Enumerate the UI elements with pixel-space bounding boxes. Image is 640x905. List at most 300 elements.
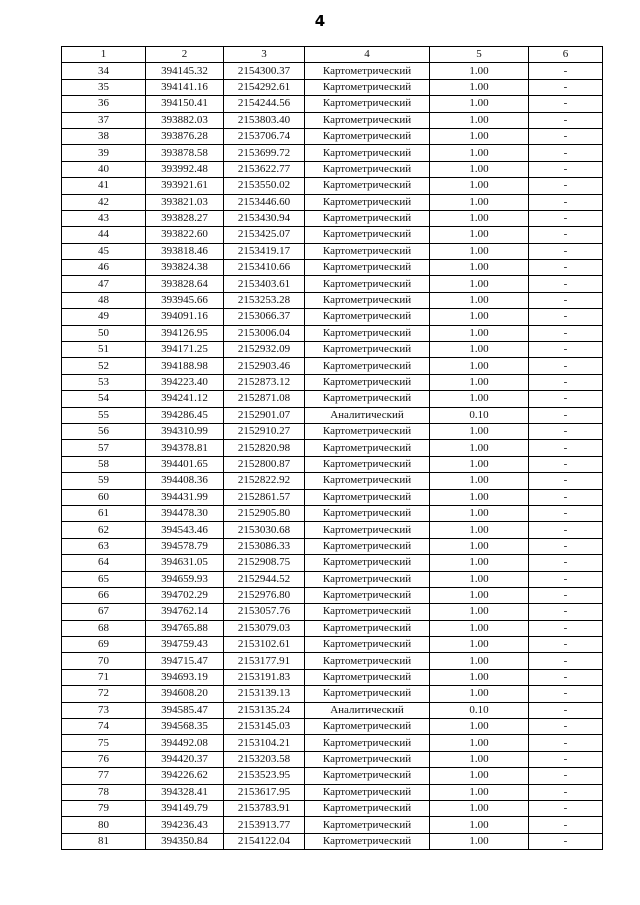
table-cell: 0.10 [430,407,529,423]
table-cell: 45 [62,243,146,259]
table-cell: 1.00 [430,571,529,587]
table-cell: - [529,735,603,751]
table-cell: 394568.35 [146,719,224,735]
table-cell: 65 [62,571,146,587]
table-cell: 44 [62,227,146,243]
table-cell: 2153253.28 [224,292,305,308]
table-cell: 1.00 [430,260,529,276]
table-row [62,243,603,259]
table-cell: - [529,292,603,308]
table-row [62,407,603,423]
table-cell: 394378.81 [146,440,224,456]
table-cell: 2153446.60 [224,194,305,210]
table-cell: Картометрический [305,260,430,276]
table-cell: Картометрический [305,358,430,374]
table-cell: 393828.64 [146,276,224,292]
table-cell: - [529,374,603,390]
table-cell: - [529,751,603,767]
table-row [62,719,603,735]
table-cell: 2152908.75 [224,555,305,571]
table-cell: - [529,522,603,538]
table-row [62,522,603,538]
table-cell: 2153135.24 [224,702,305,718]
table-cell: 1.00 [430,456,529,472]
table-cell: 2154300.37 [224,63,305,79]
table-cell: - [529,276,603,292]
table-cell: - [529,227,603,243]
table-cell: 2153006.04 [224,325,305,341]
table-cell: 74 [62,719,146,735]
table-cell: 1.00 [430,440,529,456]
table-cell: - [529,423,603,439]
table-cell: 80 [62,817,146,833]
table-cell: Картометрический [305,391,430,407]
table-row [62,735,603,751]
table-body [62,63,603,850]
table-row [62,702,603,718]
table-cell: 72 [62,686,146,702]
table-row [62,653,603,669]
table-cell: 76 [62,751,146,767]
table-cell: 64 [62,555,146,571]
table-cell: Картометрический [305,669,430,685]
table-row [62,833,603,849]
table-cell: 2152901.07 [224,407,305,423]
table-cell: 2152873.12 [224,374,305,390]
table-cell: 46 [62,260,146,276]
table-cell: 1.00 [430,686,529,702]
table-cell: 71 [62,669,146,685]
table-cell: 2153191.83 [224,669,305,685]
table-cell: - [529,653,603,669]
table-cell: - [529,555,603,571]
table-cell: 48 [62,292,146,308]
table-cell: Картометрический [305,768,430,784]
table-cell: 2153145.03 [224,719,305,735]
table-cell: 2152861.57 [224,489,305,505]
table-cell: Картометрический [305,342,430,358]
table-row [62,374,603,390]
table-cell: 1.00 [430,669,529,685]
table-cell: 1.00 [430,309,529,325]
table-cell: - [529,620,603,636]
table-cell: - [529,505,603,521]
table-cell: - [529,178,603,194]
table-cell: 1.00 [430,735,529,751]
table-cell: 1.00 [430,751,529,767]
table-cell: Картометрический [305,522,430,538]
table-cell: Картометрический [305,145,430,161]
table-cell: 394431.99 [146,489,224,505]
table-cell: - [529,342,603,358]
table-cell: 1.00 [430,276,529,292]
table-cell: 1.00 [430,210,529,226]
table-cell: 1.00 [430,145,529,161]
table-cell: 2152871.08 [224,391,305,407]
table-cell: 41 [62,178,146,194]
table-cell: 55 [62,407,146,423]
column-header: 4 [305,47,430,63]
table-row [62,587,603,603]
table-cell: - [529,637,603,653]
table-cell: 394631.05 [146,555,224,571]
table-cell: 394408.36 [146,473,224,489]
table-row [62,440,603,456]
table-cell: - [529,604,603,620]
table-cell: - [529,63,603,79]
table-row [62,423,603,439]
table-cell: - [529,128,603,144]
table-cell: 1.00 [430,505,529,521]
table-cell: 2153086.33 [224,538,305,554]
table-cell: 394149.79 [146,800,224,816]
table-cell: - [529,145,603,161]
table-cell: 394759.43 [146,637,224,653]
table-cell: Картометрический [305,440,430,456]
table-cell: Картометрический [305,96,430,112]
table-cell: 1.00 [430,292,529,308]
table-cell: 35 [62,79,146,95]
table-cell: Картометрический [305,653,430,669]
table-cell: 1.00 [430,489,529,505]
page-number: 4 [314,12,326,30]
table-cell: 1.00 [430,194,529,210]
table-cell: 34 [62,63,146,79]
table-cell: 2153410.66 [224,260,305,276]
table-cell: 1.00 [430,637,529,653]
table-cell: Картометрический [305,817,430,833]
table-cell: 394578.79 [146,538,224,554]
table-cell: - [529,833,603,849]
table-cell: Картометрический [305,128,430,144]
table-row [62,686,603,702]
table-row [62,79,603,95]
table-cell: 394585.47 [146,702,224,718]
table-cell: 2152820.98 [224,440,305,456]
table-cell: Картометрический [305,473,430,489]
table-cell: 1.00 [430,555,529,571]
table-cell: 61 [62,505,146,521]
column-header: 3 [224,47,305,63]
table-cell: 2153430.94 [224,210,305,226]
table-cell: 394286.45 [146,407,224,423]
table-cell: 393828.27 [146,210,224,226]
table-cell: 394350.84 [146,833,224,849]
table-cell: 57 [62,440,146,456]
table-cell: 58 [62,456,146,472]
table-cell: 52 [62,358,146,374]
table-row [62,571,603,587]
table-cell: 1.00 [430,243,529,259]
table-cell: 1.00 [430,800,529,816]
table-cell: 2152800.87 [224,456,305,472]
table-row [62,538,603,554]
table-cell: 2153079.03 [224,620,305,636]
table-cell: 394241.12 [146,391,224,407]
table-cell: 394420.37 [146,751,224,767]
table-cell: 1.00 [430,604,529,620]
table-cell: Картометрический [305,210,430,226]
table-cell: 1.00 [430,522,529,538]
table-cell: - [529,817,603,833]
table-cell: Картометрический [305,686,430,702]
column-header: 5 [430,47,529,63]
table-cell: 1.00 [430,538,529,554]
table-row [62,260,603,276]
table-cell: 394150.41 [146,96,224,112]
table-cell: 394478.30 [146,505,224,521]
table-cell: - [529,325,603,341]
table-cell: - [529,538,603,554]
table-cell: 393945.66 [146,292,224,308]
table-cell: 2153203.58 [224,751,305,767]
table-cell: 393824.38 [146,260,224,276]
table-cell: Картометрический [305,325,430,341]
table-cell: 1.00 [430,161,529,177]
table-cell: 393818.46 [146,243,224,259]
table-row [62,194,603,210]
table-cell: 394492.08 [146,735,224,751]
table-cell: 66 [62,587,146,603]
table-cell: Картометрический [305,587,430,603]
table-cell: - [529,489,603,505]
coordinates-table [61,46,603,850]
table-row [62,178,603,194]
table-cell: 2153177.91 [224,653,305,669]
table-cell: 1.00 [430,423,529,439]
table-row [62,325,603,341]
table-cell: Картометрический [305,178,430,194]
table-cell: 1.00 [430,342,529,358]
table-cell: 1.00 [430,817,529,833]
table-cell: 2153104.21 [224,735,305,751]
table-cell: Картометрический [305,79,430,95]
table-cell: 393822.60 [146,227,224,243]
table-row [62,456,603,472]
table-cell: - [529,686,603,702]
table-cell: - [529,719,603,735]
table-cell: 51 [62,342,146,358]
table-cell: 1.00 [430,784,529,800]
table-row [62,505,603,521]
table-row [62,817,603,833]
table-cell: 2153913.77 [224,817,305,833]
table-cell: 47 [62,276,146,292]
table-cell: 2154122.04 [224,833,305,849]
table-row [62,620,603,636]
table-cell: 2152822.92 [224,473,305,489]
table-cell: Картометрический [305,833,430,849]
table-cell: - [529,473,603,489]
table-cell: 69 [62,637,146,653]
table-cell: 1.00 [430,227,529,243]
table-row [62,768,603,784]
table-row [62,309,603,325]
table-cell: 2153102.61 [224,637,305,653]
table-cell: Картометрический [305,719,430,735]
table-cell: Картометрический [305,243,430,259]
table-cell: 394091.16 [146,309,224,325]
table-cell: - [529,161,603,177]
table-cell: - [529,391,603,407]
table-cell: - [529,800,603,816]
table-cell: 394188.98 [146,358,224,374]
table-cell: 1.00 [430,112,529,128]
table-cell: 1.00 [430,325,529,341]
table-cell: Картометрический [305,571,430,587]
table-cell: 2153403.61 [224,276,305,292]
table-cell: 56 [62,423,146,439]
table-cell: Картометрический [305,604,430,620]
table-cell: 394171.25 [146,342,224,358]
table-row [62,292,603,308]
table-cell: 81 [62,833,146,849]
table-cell: Картометрический [305,620,430,636]
table-cell: - [529,784,603,800]
table-cell: 2152903.46 [224,358,305,374]
table-cell: - [529,669,603,685]
table-cell: Картометрический [305,505,430,521]
table-row [62,210,603,226]
table-cell: 393882.03 [146,112,224,128]
table-cell: 394693.19 [146,669,224,685]
table-cell: - [529,456,603,472]
table-row [62,63,603,79]
table-cell: 394310.99 [146,423,224,439]
table-cell: 40 [62,161,146,177]
table-cell: 78 [62,784,146,800]
table-row [62,489,603,505]
table-cell: 1.00 [430,358,529,374]
table-cell: 394702.29 [146,587,224,603]
table-cell: 394543.46 [146,522,224,538]
table-row [62,358,603,374]
table-cell: 394765.88 [146,620,224,636]
table-cell: 77 [62,768,146,784]
table-cell: - [529,243,603,259]
table-cell: Картометрический [305,800,430,816]
table-cell: 2153622.77 [224,161,305,177]
table-cell: 2153419.17 [224,243,305,259]
table-cell: 393992.48 [146,161,224,177]
table-row [62,128,603,144]
table-cell: 2152910.27 [224,423,305,439]
table-cell: 75 [62,735,146,751]
table-cell: 1.00 [430,374,529,390]
table-cell: - [529,309,603,325]
table-cell: Картометрический [305,637,430,653]
table-cell: 2153706.74 [224,128,305,144]
table-header-row [62,47,603,63]
table-cell: 394328.41 [146,784,224,800]
table-cell: 394401.65 [146,456,224,472]
table-cell: Картометрический [305,63,430,79]
table-cell: 2152944.52 [224,571,305,587]
table-cell: 1.00 [430,178,529,194]
table-row [62,276,603,292]
table-cell: 2153803.40 [224,112,305,128]
table-cell: 394126.95 [146,325,224,341]
table-cell: - [529,112,603,128]
table-cell: 1.00 [430,79,529,95]
table-cell: 36 [62,96,146,112]
table-cell: 1.00 [430,473,529,489]
table-cell: 1.00 [430,96,529,112]
table-cell: 2153550.02 [224,178,305,194]
table-row [62,391,603,407]
table-cell: 1.00 [430,63,529,79]
table-cell: 1.00 [430,768,529,784]
table-row [62,555,603,571]
table-cell: 393876.28 [146,128,224,144]
table-cell: Аналитический [305,407,430,423]
table-cell: 1.00 [430,128,529,144]
table-cell: 394145.32 [146,63,224,79]
table-cell: 37 [62,112,146,128]
table-row [62,473,603,489]
table-cell: 1.00 [430,620,529,636]
table-cell: Картометрический [305,309,430,325]
table-cell: Картометрический [305,456,430,472]
table-cell: Картометрический [305,489,430,505]
table-cell: 49 [62,309,146,325]
table-cell: Картометрический [305,555,430,571]
column-header: 1 [62,47,146,63]
table-row [62,784,603,800]
table-cell: 394715.47 [146,653,224,669]
table-cell: 2154244.56 [224,96,305,112]
table-cell: - [529,358,603,374]
table-cell: 70 [62,653,146,669]
column-header: 6 [529,47,603,63]
table-cell: 394608.20 [146,686,224,702]
table-row [62,669,603,685]
table-cell: 60 [62,489,146,505]
table-cell: 394141.16 [146,79,224,95]
table-cell: 1.00 [430,719,529,735]
table-cell: 54 [62,391,146,407]
table-cell: 2153425.07 [224,227,305,243]
table-cell: 2153139.13 [224,686,305,702]
table-cell: 2152905.80 [224,505,305,521]
table-row [62,161,603,177]
table-cell: 50 [62,325,146,341]
table-cell: 394236.43 [146,817,224,833]
table-cell: Картометрический [305,735,430,751]
table-cell: - [529,194,603,210]
table-cell: Картометрический [305,538,430,554]
table-cell: - [529,702,603,718]
table-cell: 393878.58 [146,145,224,161]
table-cell: 394226.62 [146,768,224,784]
table-row [62,604,603,620]
table-row [62,112,603,128]
table-cell: - [529,260,603,276]
column-header: 2 [146,47,224,63]
table-cell: - [529,210,603,226]
table-cell: Аналитический [305,702,430,718]
table-cell: 393821.03 [146,194,224,210]
table-cell: 42 [62,194,146,210]
table-cell: Картометрический [305,227,430,243]
table-cell: - [529,79,603,95]
table-cell: - [529,768,603,784]
table-cell: - [529,407,603,423]
table-cell: 68 [62,620,146,636]
table-cell: 1.00 [430,391,529,407]
table-cell: - [529,440,603,456]
table-cell: 0.10 [430,702,529,718]
